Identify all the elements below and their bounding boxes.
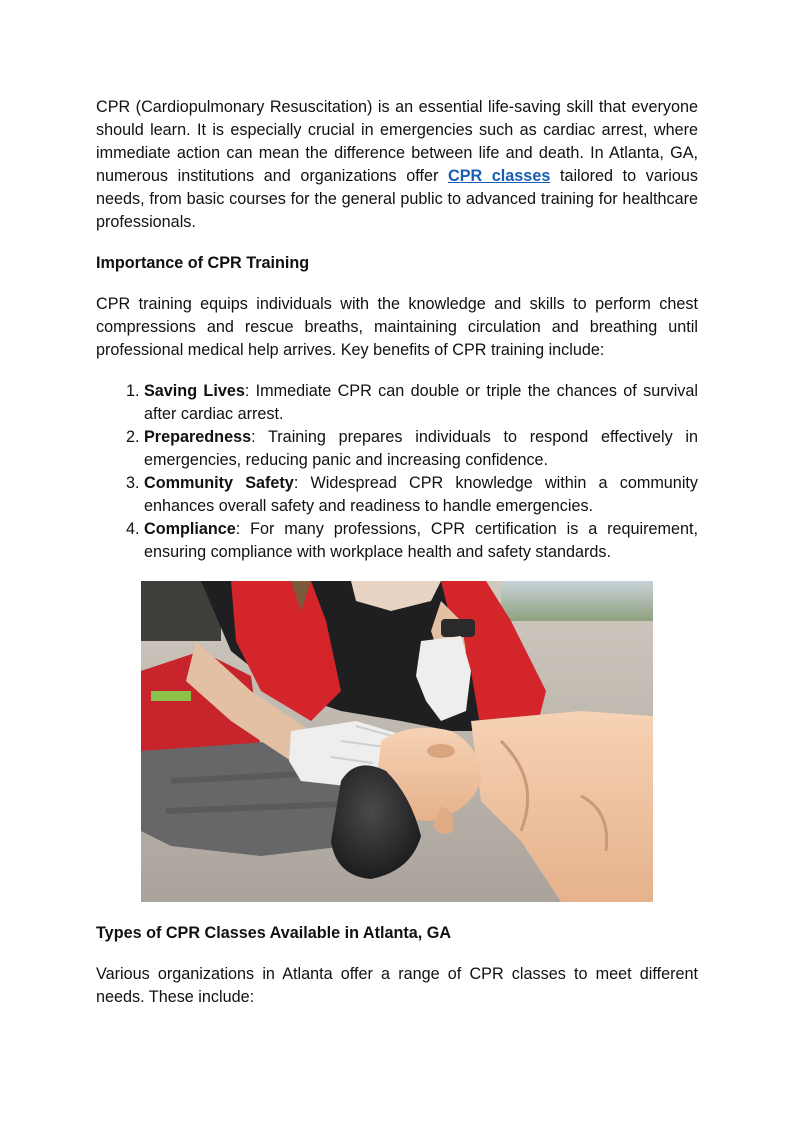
wristwatch-icon [441,619,475,637]
list-item [144,518,698,564]
cpr-training-photo [141,581,653,902]
benefit-text: : Immediate CPR can double or triple the chances of survival after cardiac arrest. [144,382,698,423]
benefit-text: : Training prepares individuals to respond effectively in emergencies, reducing panic and increasing confidence. [144,428,698,469]
benefit-term: Preparedness [144,428,252,446]
list-item [144,426,698,472]
intro-text-before-link: CPR (Cardiopulmonary Resuscitation) is an essential life-saving skill that everyone should learn. It is especially crucial in emergencies such as cardiac arrest, where immediate action can mean the difference between life and death. In Atlanta, GA, numerous institutions and organizations offer [96,98,698,185]
document-page [96,96,698,564]
mannequin-nose [427,744,455,758]
types-paragraph: Various organizations in Atlanta offer a range of CPR classes to meet different needs. These include: [96,965,698,1006]
cpr-classes-link[interactable]: CPR classes [448,167,551,185]
cpr-photo-illustration [141,581,653,902]
importance-paragraph: CPR training equips individuals with the knowledge and skills to perform chest compressions and rescue breaths, maintaining circulation and breathing until professional medical help arrives. Key benefits of CPR training include: [96,295,698,359]
list-item [144,472,698,518]
background-greenery [501,581,653,621]
bag-strap [151,691,191,701]
benefit-text: : For many professions, CPR certification is a requirement, ensuring compliance with workplace health and safety standards. [144,520,698,561]
benefits-list [96,380,698,564]
benefit-term: Saving Lives [144,382,245,400]
benefit-text: : Widespread CPR knowledge within a community enhances overall safety and readiness to handle emergencies. [144,474,699,515]
benefit-term: Compliance [144,520,236,538]
types-section [96,922,698,1009]
types-heading: Types of CPR Classes Available in Atlanta, GA [96,924,452,942]
list-item [144,380,698,426]
benefit-term: Community Safety [144,474,294,492]
importance-heading: Importance of CPR Training [96,254,310,272]
intro-text-after-link: tailored to various needs, from basic courses for the general public to advanced training for healthcare professionals. [96,167,698,231]
intro-paragraph [96,96,698,234]
